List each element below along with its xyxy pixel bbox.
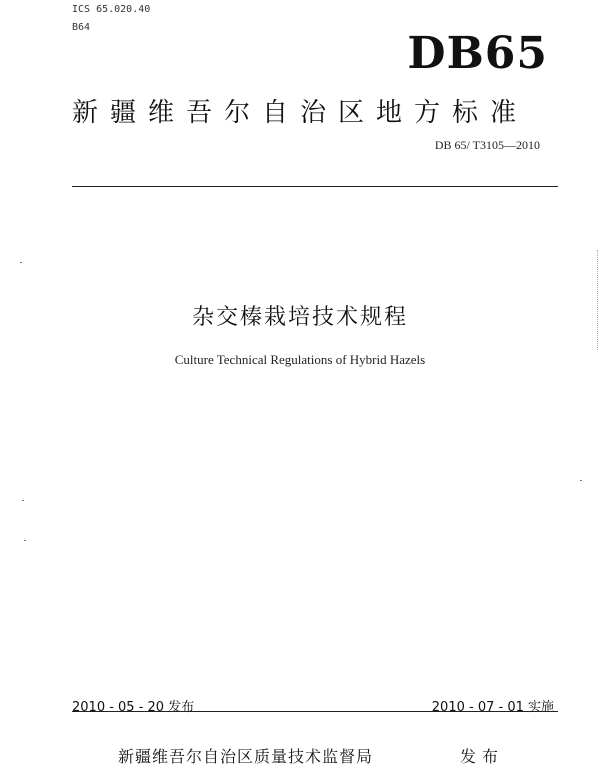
standard-category-title: 新疆维吾尔自治区地方标准 (72, 98, 529, 128)
standard-logo: DB65 (407, 28, 548, 79)
ics-code: ICS 65.020.40 (72, 4, 151, 15)
ccs-code: B64 (72, 22, 91, 33)
issuing-authority: 新疆维吾尔自治区质量技术监督局 (118, 747, 374, 766)
issue-date: 2010 - 05 - 20 发布 (72, 700, 195, 715)
top-divider (72, 186, 558, 187)
scan-speck (24, 540, 26, 541)
publish-label: 发布 (460, 747, 505, 766)
document-title-en: Culture Technical Regulations of Hybrid Hazels (174, 352, 426, 367)
implementation-date: 2010 - 07 - 01 实施 (431, 700, 554, 715)
scan-speck (580, 480, 582, 481)
standard-number: DB 65/ T3105—2010 (434, 138, 540, 152)
scan-speck (22, 500, 24, 501)
scan-edge-artifact (596, 250, 598, 350)
scan-speck (20, 262, 22, 263)
document-title-zh: 杂交榛栽培技术规程 (191, 305, 408, 330)
bottom-divider (72, 711, 558, 712)
